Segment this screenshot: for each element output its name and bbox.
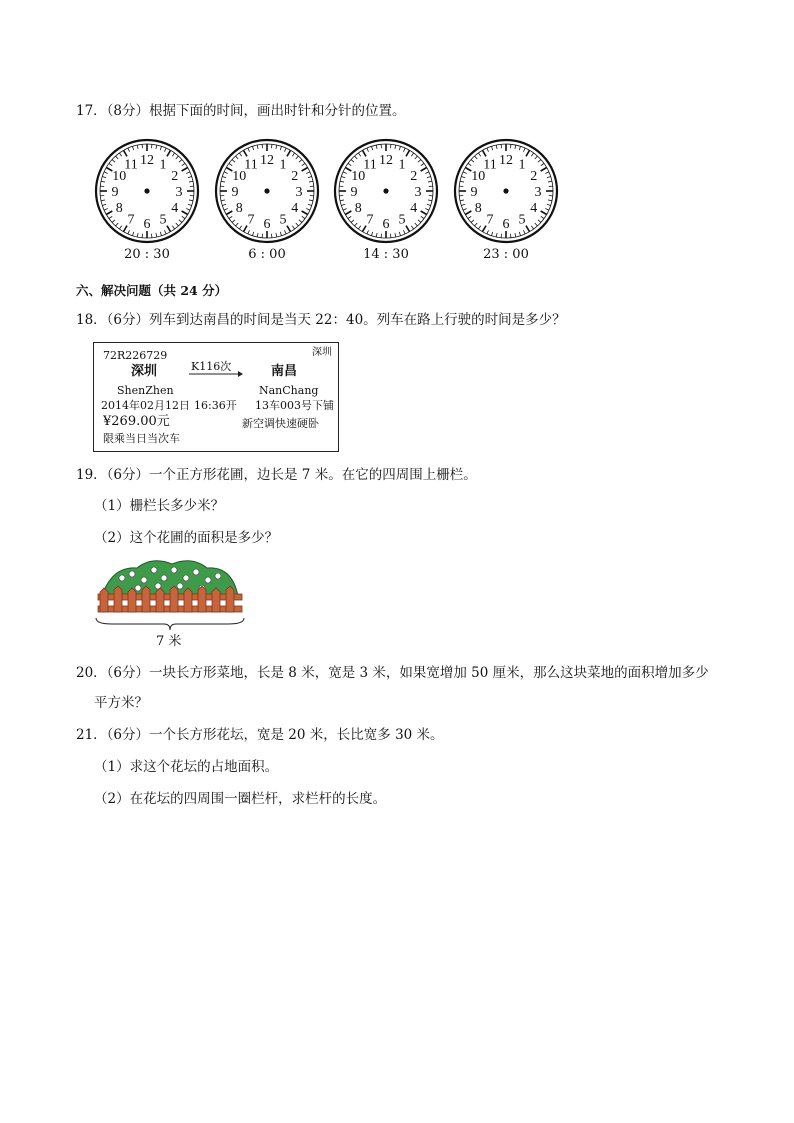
clock-number: 9 xyxy=(350,185,358,200)
clock-number: 12 xyxy=(379,153,393,168)
clock-face[interactable] xyxy=(331,136,441,246)
clock-number: 3 xyxy=(295,185,303,200)
clock-number: 8 xyxy=(474,201,482,216)
ticket-to-en: NanChang xyxy=(259,384,319,397)
clock-number: 3 xyxy=(175,185,183,200)
q19-sub1: （1）栅栏长多少米？ xyxy=(94,498,225,514)
clock-number: 6 xyxy=(263,217,271,232)
clock-number: 9 xyxy=(111,185,119,200)
clock-number: 2 xyxy=(530,169,538,184)
clock-face[interactable] xyxy=(451,136,561,246)
ticket-car-type: 新空调快速硬卧 xyxy=(242,417,319,430)
q19-text: 19．（6分）一个正方形花圃，边长是 7 米。在它的四周围上栅栏。 xyxy=(76,467,477,483)
clock-number: 1 xyxy=(279,157,287,173)
clock-number: 9 xyxy=(470,185,478,200)
clock-time-label: 23 : 00 xyxy=(483,247,529,262)
clock-time-label: 20 : 30 xyxy=(124,247,170,262)
clock-number: 4 xyxy=(291,201,299,216)
q21-text: 21．（6分）一个长方形花坛，宽是 20 米，长比宽多 30 米。 xyxy=(76,727,444,743)
q21-sub1: （1）求这个花坛的占地面积。 xyxy=(94,759,279,775)
section-title: 六、解决问题（共 24 分） xyxy=(76,283,228,298)
ticket-code: 72R226729 xyxy=(103,349,168,362)
ticket-from-en: ShenZhen xyxy=(117,384,174,397)
clock-number: 5 xyxy=(398,212,406,228)
clock-row xyxy=(92,136,572,266)
ticket-seat: 13车003号下铺 xyxy=(255,399,334,412)
clock-number: 10 xyxy=(351,169,366,184)
ticket-station-tag: 深圳 xyxy=(312,347,332,358)
ticket-from: 深圳 xyxy=(131,364,158,379)
clock-number: 5 xyxy=(518,212,526,228)
ticket-depart: 16:36开 xyxy=(194,399,237,412)
ticket-price: ¥269.00元 xyxy=(103,414,170,429)
clock-number: 6 xyxy=(143,217,151,232)
clock-number: 2 xyxy=(291,169,299,184)
clock-number: 5 xyxy=(159,212,167,228)
q18-text: 18．（6分）列车到达南昌的时间是当天 22：40。列车在路上行驶的时间是多少？ xyxy=(76,312,566,328)
clock-3 xyxy=(331,136,441,266)
clock-number: 4 xyxy=(530,201,538,216)
clock-number: 4 xyxy=(410,201,418,216)
clock-number: 1 xyxy=(398,157,406,173)
clock-number: 8 xyxy=(235,201,243,216)
clock-number: 11 xyxy=(363,157,377,173)
clock-number: 3 xyxy=(534,185,542,200)
ticket-note: 限乘当日当次车 xyxy=(103,432,180,445)
clock-number: 7 xyxy=(247,212,255,228)
clock-number: 9 xyxy=(231,185,239,200)
clock-number: 7 xyxy=(127,212,135,228)
clock-4 xyxy=(451,136,561,266)
clock-center-dot xyxy=(503,188,508,193)
q17-text: 17．（8分）根据下面的时间，画出时针和分针的位置。 xyxy=(76,103,406,119)
train-ticket xyxy=(93,342,339,452)
q20-text: 20．（6分）一块长方形菜地，长是 8 米，宽是 3 米，如果宽增加 50 厘米，那么这块菜地的面积增加多少 xyxy=(76,665,709,681)
q19-sub2: （2）这个花圃的面积是多少？ xyxy=(94,530,279,546)
clock-number: 1 xyxy=(159,157,167,173)
garden-fence-figure xyxy=(92,556,248,656)
clock-number: 2 xyxy=(171,169,179,184)
arrow-icon xyxy=(188,368,244,382)
clock-2 xyxy=(212,136,322,266)
clock-number: 4 xyxy=(171,201,179,216)
q20-text-cont: 平方米？ xyxy=(94,695,148,711)
clock-number: 7 xyxy=(486,212,494,228)
clock-center-dot xyxy=(383,188,388,193)
clock-number: 11 xyxy=(244,157,258,173)
clock-number: 8 xyxy=(354,201,362,216)
q21-sub2: （2）在花坛的四周围一圈栏杆，求栏杆的长度。 xyxy=(94,791,387,807)
clock-1 xyxy=(92,136,202,266)
clock-face[interactable] xyxy=(212,136,322,246)
clock-number: 6 xyxy=(502,217,510,232)
clock-number: 3 xyxy=(414,185,422,200)
ticket-train: K116次 xyxy=(191,360,232,373)
clock-number: 7 xyxy=(366,212,374,228)
ticket-to: 南昌 xyxy=(271,364,298,379)
clock-number: 10 xyxy=(232,169,247,184)
ticket-date: 2014年02月12日 xyxy=(101,399,190,412)
clock-number: 6 xyxy=(382,217,390,232)
clock-number: 8 xyxy=(115,201,123,216)
clock-number: 11 xyxy=(124,157,138,173)
clock-face[interactable] xyxy=(92,136,202,246)
clock-time-label: 14 : 30 xyxy=(363,247,409,262)
clock-time-label: 6 : 00 xyxy=(248,247,286,262)
clock-center-dot xyxy=(144,188,149,193)
clock-number: 12 xyxy=(140,153,154,168)
clock-number: 12 xyxy=(260,153,274,168)
clock-number: 11 xyxy=(483,157,497,173)
fence-length-label: 7 米 xyxy=(156,634,182,649)
clock-number: 10 xyxy=(112,169,127,184)
clock-number: 5 xyxy=(279,212,287,228)
clock-number: 1 xyxy=(518,157,526,173)
clock-number: 12 xyxy=(499,153,513,168)
clock-number: 2 xyxy=(410,169,418,184)
clock-center-dot xyxy=(264,188,269,193)
clock-number: 10 xyxy=(471,169,486,184)
